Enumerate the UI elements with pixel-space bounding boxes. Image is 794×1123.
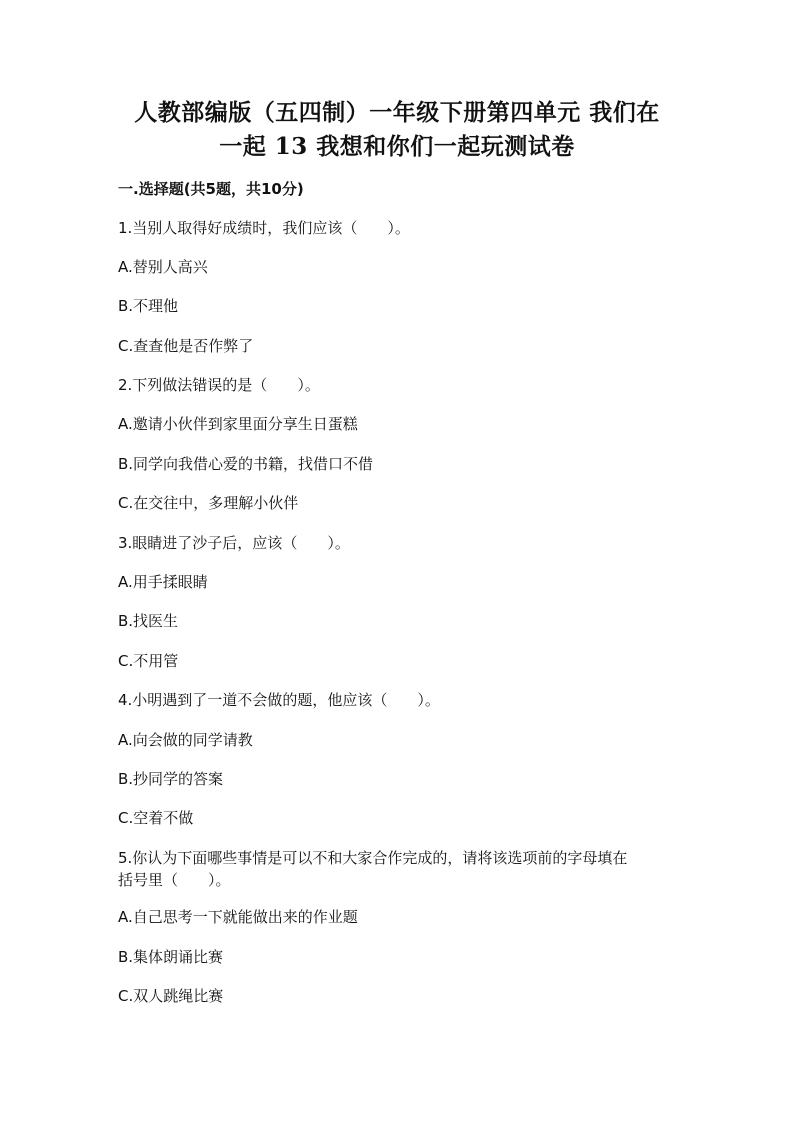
option-b: B.抄同学的答案 (118, 770, 224, 788)
option-c: C.在交往中，多理解小伙伴 (118, 494, 299, 512)
option-c: C.查查他是否作弊了 (118, 337, 254, 355)
option-a: A.自己思考一下就能做出来的作业题 (118, 908, 358, 926)
option-a: A.邀请小伙伴到家里面分享生日蛋糕 (118, 415, 358, 433)
title-line-1: 人教部编版（五四制）一年级下册第四单元 我们在 (134, 99, 660, 126)
option-a: A.向会做的同学请教 (118, 731, 253, 749)
option-c: C.双人跳绳比赛 (118, 987, 224, 1005)
option-a: A.替别人高兴 (118, 258, 208, 276)
page-title (100, 96, 694, 164)
option-a: A.用手揉眼睛 (118, 573, 208, 591)
option-b: B.不理他 (118, 297, 179, 315)
option-b: B.找医生 (118, 612, 179, 630)
title-line-2: 一起 13 我想和你们一起玩测试卷 (219, 133, 575, 160)
option-b: B.集体朗诵比赛 (118, 948, 224, 966)
option-b: B.同学向我借心爱的书籍，找借口不借 (118, 455, 374, 473)
option-c: C.不用管 (118, 652, 179, 670)
question-stem: 2.下列做法错误的是（ ）。 (118, 376, 320, 394)
question-stem-line-1: 5.你认为下面哪些事情是可以不和大家合作完成的，请将该选项前的字母填在 (118, 849, 628, 867)
question-stem: 1.当别人取得好成绩时，我们应该（ ）。 (118, 219, 410, 237)
section-heading: 一.选择题(共5题，共10分) (118, 180, 304, 198)
question-stem: 3.眼睛进了沙子后，应该（ ）。 (118, 534, 350, 552)
question-stem-line-2: 括号里（ ）。 (118, 871, 231, 889)
question-stem: 4.小明遇到了一道不会做的题，他应该（ ）。 (118, 691, 440, 709)
option-c: C.空着不做 (118, 809, 194, 827)
